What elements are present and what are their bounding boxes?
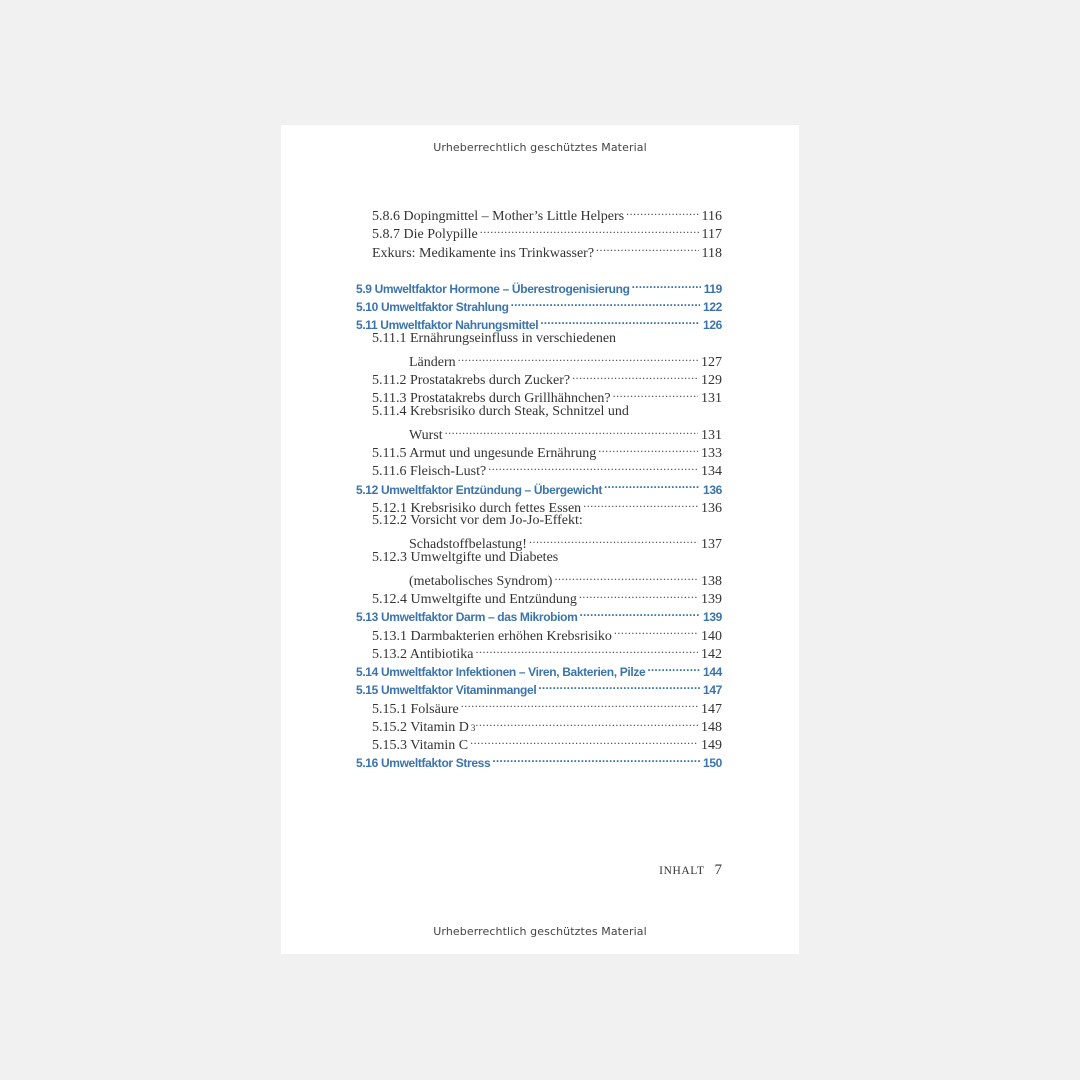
toc-entry[interactable]	[356, 220, 722, 243]
toc-entry-line	[356, 658, 722, 679]
toc-entry-title: Wurst	[409, 427, 443, 443]
toc-entry[interactable]	[356, 640, 722, 662]
toc-entry-line	[409, 530, 722, 553]
toc-entry[interactable]	[356, 421, 722, 443]
dot-leader	[632, 275, 701, 293]
toc-entry-title: 5.15.1 Folsäure	[372, 701, 459, 717]
toc-entry-line	[356, 603, 722, 625]
toc-section-entry[interactable]	[356, 311, 722, 333]
dot-leader	[626, 202, 698, 220]
toc-entry-page: 137	[701, 537, 722, 553]
watermark-top: Urheberrechtlich geschütztes Material	[433, 141, 647, 154]
dot-leader	[461, 695, 698, 713]
toc-entry-title: 5.13.1 Darmbakterien erhöhen Krebsrisiko	[372, 628, 612, 644]
toc-entry[interactable]	[356, 494, 722, 516]
toc-entry[interactable]	[356, 713, 722, 735]
dot-leader	[458, 348, 698, 366]
dot-leader	[529, 530, 698, 548]
toc-entry-page: 116	[701, 209, 722, 224]
toc-section-entry[interactable]	[356, 476, 722, 497]
dot-leader	[554, 567, 698, 585]
toc-entry-page: 126	[703, 318, 722, 333]
toc-entry-line	[372, 549, 722, 567]
toc-entry-title: 5.12.4 Umweltgifte und Entzündung	[372, 592, 577, 607]
toc-entry-page: 147	[703, 683, 722, 698]
toc-section-entry[interactable]	[356, 603, 722, 625]
toc-entry[interactable]	[356, 202, 722, 224]
dot-leader	[445, 421, 698, 439]
toc-entry-line	[409, 421, 722, 443]
toc-entry-line: 5.15.2 Vitamin D 3 ..... 148	[372, 713, 722, 731]
toc-entry-line	[356, 676, 722, 698]
toc-entry-title: 5.11.6 Fleisch-Lust?	[372, 464, 487, 480]
toc-entry[interactable]	[356, 512, 722, 530]
dot-leader	[492, 749, 700, 767]
toc-entry-line	[372, 512, 722, 530]
toc-entry-page: 139	[701, 592, 722, 607]
dot-leader	[647, 658, 700, 676]
toc-entry-title: 5.14 Umweltfaktor Infektionen – Viren, Bakterien, Pilze	[356, 665, 646, 679]
dot-leader	[614, 622, 698, 640]
toc-entry-title: 5.13 Umweltfaktor Darm – das Mikrobiom	[356, 610, 578, 625]
toc-entry-line	[372, 695, 722, 717]
running-head-label: INHALT	[659, 865, 705, 877]
toc-entry-title: 5.8.6 Dopingmittel – Mother’s Little Helpers	[372, 209, 625, 224]
watermark-bottom: Urheberrechtlich geschütztes Material	[433, 925, 647, 938]
toc-entry[interactable]	[356, 366, 722, 388]
dot-leader	[572, 366, 698, 384]
toc-entry-title: 5.9 Umweltfaktor Hormone – Überestrogenisierung	[356, 281, 630, 296]
toc-entry-title: 5.12.1 Krebsrisiko durch fettes Essen	[372, 500, 582, 516]
dot-leader	[480, 220, 699, 238]
toc-entry-line	[356, 311, 722, 333]
toc-entry-line	[372, 640, 722, 662]
toc-entry-page: 149	[701, 738, 722, 753]
toc-section-entry[interactable]	[356, 293, 722, 314]
dot-leader	[583, 494, 698, 512]
dot-leader	[475, 713, 698, 731]
dot-leader	[540, 311, 700, 329]
toc-entry-page: 147	[701, 701, 722, 717]
toc-entry-page: 144	[703, 665, 722, 679]
toc-entry-title: 5.11.5 Armut und ungesunde Ernährung	[372, 446, 597, 461]
toc-entry-title: 5.10 Umweltfaktor Strahlung	[356, 300, 509, 314]
toc-entry-line	[356, 275, 722, 296]
toc-entry-title: 5.12.2 Vorsicht vor dem Jo-Jo-Effekt:	[372, 513, 583, 528]
toc-entry-page: 138	[701, 573, 722, 589]
toc-entry[interactable]	[356, 530, 722, 553]
toc-entry[interactable]	[356, 403, 722, 421]
dot-leader	[579, 585, 698, 603]
toc-entry-title: 5.15 Umweltfaktor Vitaminmangel	[356, 683, 537, 698]
toc-entry-page: 118	[701, 245, 722, 261]
toc-entry-page: 134	[701, 464, 722, 480]
toc-entry-page: 129	[701, 373, 722, 388]
toc-entry-title: Schadstoffbelastung!	[409, 537, 527, 553]
toc-entry-title: 5.11.2 Prostatakrebs durch Zucker?	[372, 373, 571, 388]
toc-section-entry[interactable]	[356, 658, 722, 679]
book-page	[281, 125, 799, 954]
toc-entry-title: 5.8.7 Die Polypille	[372, 227, 478, 243]
toc-entry[interactable]	[356, 622, 722, 644]
toc-entry-title: 5.16 Umweltfaktor Stress	[356, 756, 491, 771]
dot-leader	[488, 457, 698, 475]
toc-entry-page: 127	[701, 354, 722, 370]
toc-entry-title: 5.15.2 Vitamin D	[372, 719, 469, 735]
dot-leader	[511, 293, 700, 311]
dot-leader	[579, 603, 700, 621]
toc-entry-title: 5.11.3 Prostatakrebs durch Grillhähnchen?	[372, 391, 611, 407]
toc-entry-line	[356, 476, 722, 497]
toc-section-entry[interactable]	[356, 275, 722, 296]
toc-entry-title: (metabolisches Syndrom)	[409, 573, 553, 589]
dot-leader	[476, 640, 699, 658]
toc-entry-page: 117	[701, 227, 722, 243]
toc-entry-line	[409, 348, 722, 370]
toc-entry[interactable]	[356, 330, 722, 348]
toc-entry-page: 131	[701, 427, 722, 443]
toc-section-entry[interactable]	[356, 749, 722, 771]
toc-entry-line	[372, 622, 722, 644]
toc-entry[interactable]	[356, 457, 722, 480]
toc-entry[interactable]	[356, 567, 722, 589]
toc-entry-title: Exkurs: Medikamente ins Trinkwasser?	[372, 245, 595, 261]
toc-entry[interactable]	[356, 348, 722, 370]
page-number: 7	[714, 862, 722, 878]
dot-leader	[596, 239, 698, 257]
toc-entry[interactable]	[356, 549, 722, 567]
toc-entry-page: 140	[701, 628, 722, 644]
toc-entry-page: 131	[701, 391, 722, 407]
toc-entry-page: 142	[701, 646, 722, 662]
toc-entry-line	[372, 384, 722, 407]
toc-entry[interactable]	[356, 239, 722, 261]
toc-entry-page: 148	[701, 719, 722, 735]
toc-entry-line	[372, 585, 722, 607]
toc-entry[interactable]	[356, 731, 722, 753]
toc-entry-line	[372, 330, 722, 348]
toc-entry-line	[372, 494, 722, 516]
toc-entry-line	[356, 749, 722, 771]
toc-entry-page: 150	[703, 756, 722, 771]
toc-entry-line	[372, 202, 722, 224]
toc-entry-line	[372, 457, 722, 480]
toc-entry-title: 5.12 Umweltfaktor Entzündung – Übergewicht	[356, 482, 603, 497]
dot-leader	[538, 676, 700, 694]
toc-entry-title: 5.11 Umweltfaktor Nahrungsmittel	[356, 318, 539, 333]
dot-leader	[598, 439, 698, 457]
dot-leader	[470, 731, 698, 749]
toc-entry-page: 119	[703, 281, 722, 296]
toc-entry-page: 139	[703, 610, 722, 625]
toc-entry-line	[372, 220, 722, 243]
toc-entry-title: 5.15.3 Vitamin C	[372, 738, 469, 753]
page-footer	[659, 861, 722, 879]
toc-entry-title: 5.11.1 Ernährungseinfluss in verschiedenen	[372, 330, 617, 346]
toc-entry-title: 5.12.3 Umweltgifte und Diabetes	[372, 549, 559, 565]
toc-entry-line	[372, 731, 722, 753]
dot-leader	[613, 384, 698, 402]
toc-entry-line	[409, 567, 722, 589]
toc-entry[interactable]	[356, 585, 722, 607]
toc-entry-line	[372, 366, 722, 388]
toc-entry[interactable]	[356, 439, 722, 461]
toc-entry-line	[356, 293, 722, 314]
toc-entry-line	[372, 239, 722, 261]
toc-entry-title: 5.11.4 Krebsrisiko durch Steak, Schnitzel und	[372, 403, 629, 419]
toc-entry-title: 5.13.2 Antibiotika	[372, 646, 474, 662]
toc-entry-page: 136	[701, 500, 722, 516]
toc-entry[interactable]	[356, 384, 722, 407]
toc-entry-page: 122	[703, 300, 722, 314]
toc-entry-line	[372, 439, 722, 461]
toc-entry-line	[372, 403, 722, 421]
toc-entry[interactable]	[356, 695, 722, 717]
toc-entry-page: 136	[703, 482, 722, 497]
toc-entry-title: Ländern	[409, 354, 456, 370]
table-of-contents	[356, 202, 722, 771]
toc-entry-page: 133	[701, 446, 722, 461]
toc-section-entry[interactable]	[356, 676, 722, 698]
dot-leader	[604, 476, 700, 494]
